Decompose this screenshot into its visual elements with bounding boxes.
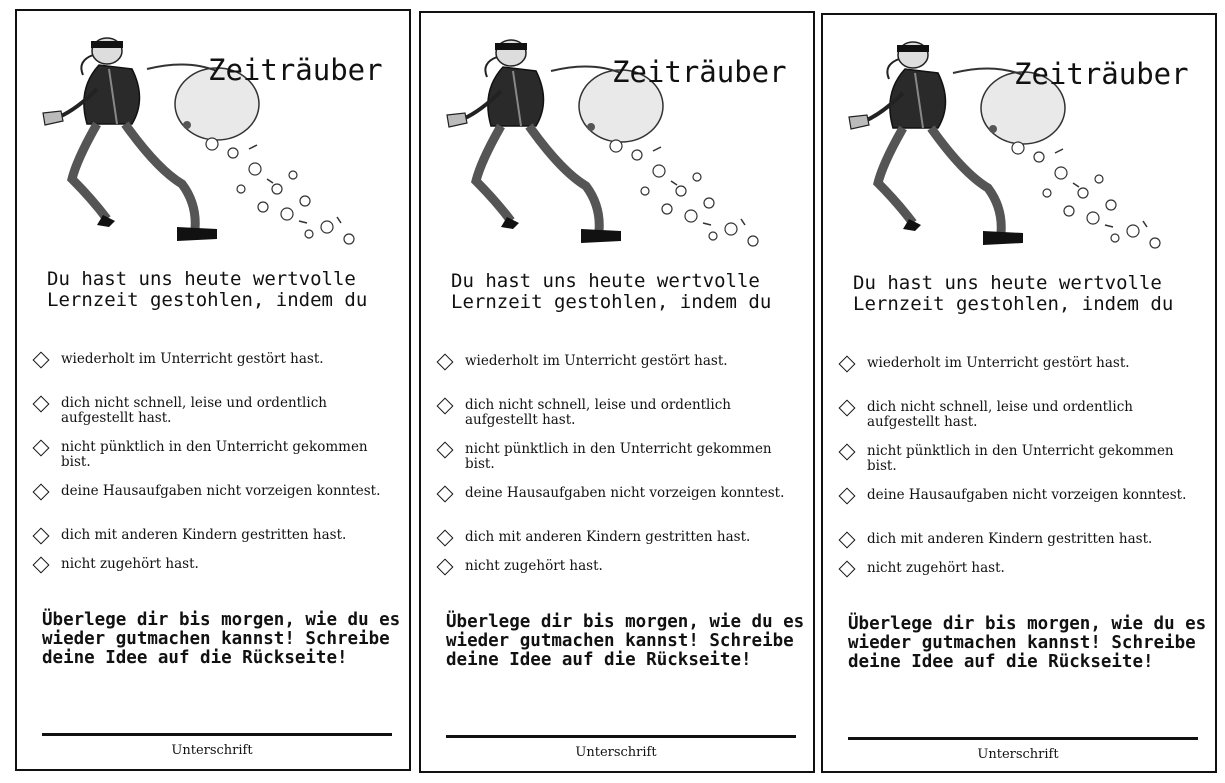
closing-text: Überlege dir bis morgen, wie du es wieder gutmachen kannst! Schreibe deine Idee auf die Rückseite! xyxy=(42,610,401,668)
signature-label: Unterschrift xyxy=(171,743,253,758)
card-2: Zeiträuber Du hast uns heute wertvolle Lernzeit gestohlen, indem du wiederholt im Unterricht gestört hast. dich nicht schnell, leise und ordentlich aufgestellt hast. nicht pünktlich in den Unterricht gekommen bist. deine Hausaufgaben nicht vorzeigen konntest. dich mit anderen Kindern gestritten hast. nicht zugehört hast. Überlege dir bis morgen, wie du es wieder gutmachen kannst! Schreibe deine Idee auf die Rückseite! Unterschrift xyxy=(419,11,815,773)
diamond-checkbox-icon[interactable] xyxy=(33,440,50,457)
diamond-checkbox-icon[interactable] xyxy=(33,528,50,545)
diamond-checkbox-icon[interactable] xyxy=(839,488,856,505)
intro-text: Du hast uns heute wertvolle Lernzeit gestohlen, indem du xyxy=(451,270,772,313)
card-title: Zeiträuber xyxy=(612,55,787,89)
closing-text: Überlege dir bis morgen, wie du es wieder gutmachen kannst! Schreibe deine Idee auf die Rückseite! xyxy=(446,612,805,670)
diamond-checkbox-icon[interactable] xyxy=(437,442,454,459)
signature-line[interactable] xyxy=(446,735,796,738)
diamond-checkbox-icon[interactable] xyxy=(33,484,50,501)
card-title: Zeiträuber xyxy=(1014,57,1189,91)
diamond-checkbox-icon[interactable] xyxy=(33,396,50,413)
diamond-checkbox-icon[interactable] xyxy=(437,398,454,415)
diamond-checkbox-icon[interactable] xyxy=(437,559,454,576)
signature-label: Unterschrift xyxy=(575,745,657,760)
signature-line[interactable] xyxy=(42,733,392,736)
card-3: Zeiträuber Du hast uns heute wertvolle Lernzeit gestohlen, indem du wiederholt im Unterricht gestört hast. dich nicht schnell, leise und ordentlich aufgestellt hast. nicht pünktlich in den Unterricht gekommen bist. deine Hausaufgaben nicht vorzeigen konntest. dich mit anderen Kindern gestritten hast. nicht zugehört hast. Überlege dir bis morgen, wie du es wieder gutmachen kannst! Schreibe deine Idee auf die Rückseite! Unterschrift xyxy=(821,13,1217,773)
diamond-checkbox-icon[interactable] xyxy=(437,530,454,547)
intro-text: Du hast uns heute wertvolle Lernzeit gestohlen, indem du xyxy=(47,268,368,311)
card-1: Zeiträuber Du hast uns heute wertvolle Lernzeit gestohlen, indem du wiederholt im Unterricht gestört hast. dich nicht schnell, leise und ordentlich aufgestellt hast. nicht pünktlich in den Unterricht gekommen bist. deine Hausaufgaben nicht vorzeigen konntest. dich mit anderen Kindern gestritten hast. nicht zugehört hast. Überlege dir bis morgen, wie du es wieder gutmachen kannst! Schreibe deine Idee auf die Rückseite! Unterschrift xyxy=(15,9,411,771)
diamond-checkbox-icon[interactable] xyxy=(839,356,856,373)
diamond-checkbox-icon[interactable] xyxy=(839,561,856,578)
diamond-checkbox-icon[interactable] xyxy=(437,486,454,503)
closing-text: Überlege dir bis morgen, wie du es wieder gutmachen kannst! Schreibe deine Idee auf die Rückseite! xyxy=(848,614,1207,672)
intro-text: Du hast uns heute wertvolle Lernzeit gestohlen, indem du xyxy=(853,272,1174,315)
diamond-checkbox-icon[interactable] xyxy=(839,444,856,461)
signature-label: Unterschrift xyxy=(977,747,1059,762)
diamond-checkbox-icon[interactable] xyxy=(437,354,454,371)
diamond-checkbox-icon[interactable] xyxy=(33,557,50,574)
diamond-checkbox-icon[interactable] xyxy=(839,400,856,417)
diamond-checkbox-icon[interactable] xyxy=(33,352,50,369)
signature-line[interactable] xyxy=(848,737,1198,740)
card-title: Zeiträuber xyxy=(208,53,383,87)
diamond-checkbox-icon[interactable] xyxy=(839,532,856,549)
